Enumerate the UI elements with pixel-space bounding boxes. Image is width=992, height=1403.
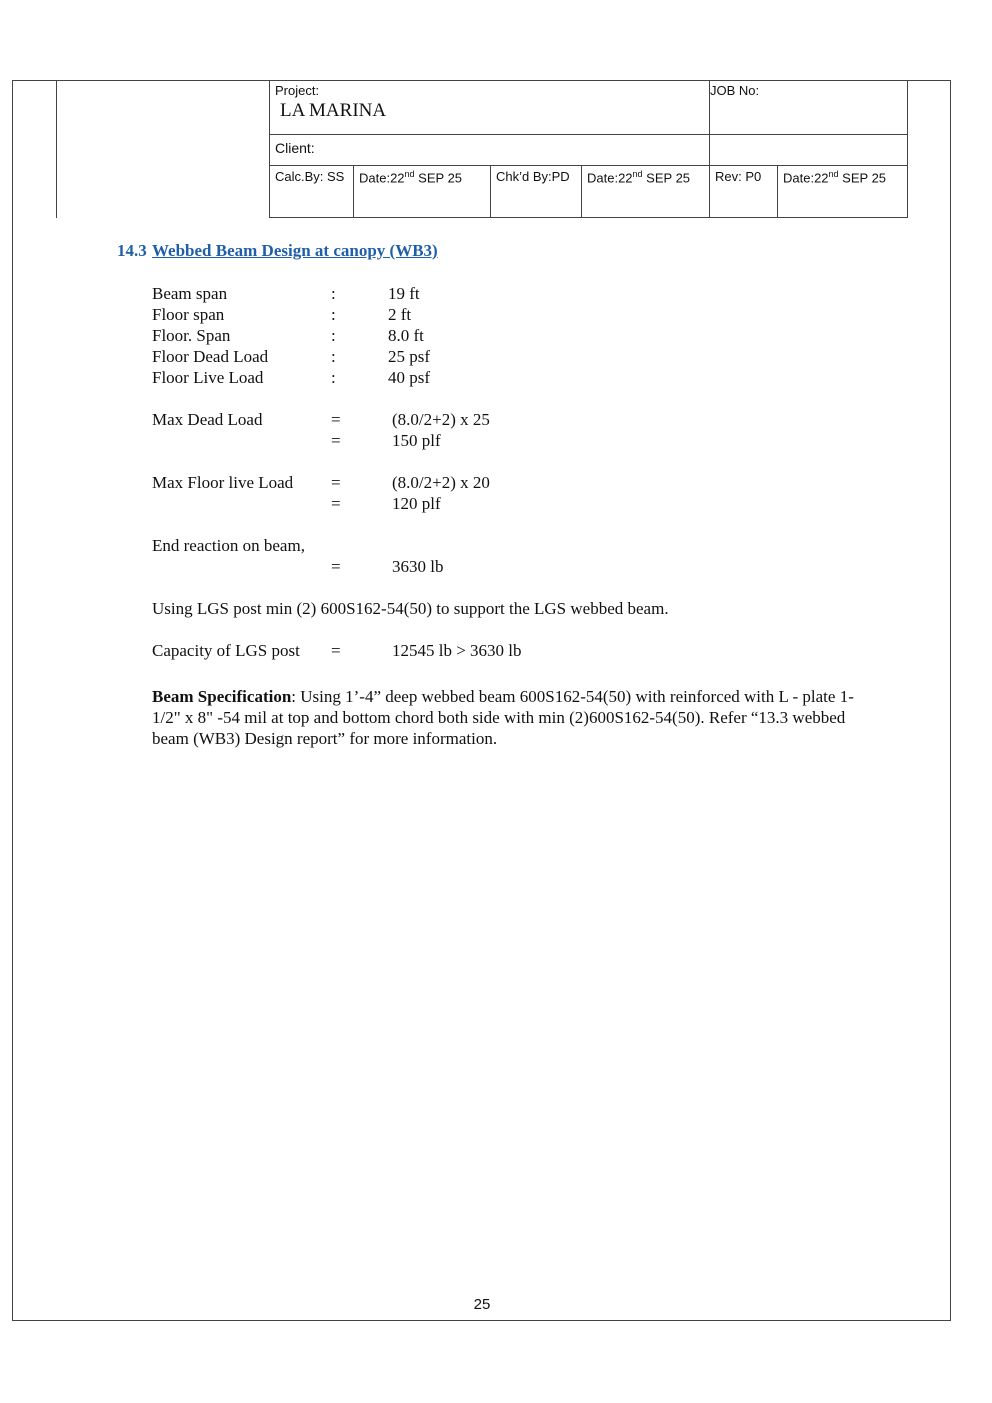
capacity-eq: = (331, 641, 341, 660)
reaction-eq: = (331, 557, 341, 576)
chkd-by-cell (491, 166, 582, 218)
section-heading (117, 241, 438, 261)
project-cell (270, 81, 710, 135)
dead-load-eq: = (331, 410, 341, 429)
date3-sup: nd (828, 169, 839, 179)
client-cell (270, 135, 710, 166)
capacity-value: 12545 lb > 3630 lb (392, 641, 522, 660)
dead-load-expr: (8.0/2+2) x 25 (392, 410, 490, 429)
capacity-label: Capacity of LGS post (152, 641, 300, 660)
live-load-expr: (8.0/2+2) x 20 (392, 473, 490, 492)
job-cell (710, 81, 908, 135)
job-label: JOB No: (710, 83, 760, 98)
date2-cell (582, 166, 710, 218)
date2-pre: Date:22 (587, 170, 633, 186)
rev-cell (710, 166, 778, 218)
date3-post: SEP 25 (838, 170, 887, 186)
client-value-cell (710, 135, 908, 166)
section-title: Webbed Beam Design at canopy (WB3) (152, 241, 438, 260)
date1-post: SEP 25 (414, 170, 463, 186)
param-value: 8.0 ft (388, 326, 424, 345)
date2-sup: nd (632, 169, 643, 179)
reaction-result: 3630 lb (392, 557, 444, 576)
param-value: 2 ft (388, 305, 412, 324)
date2-post: SEP 25 (642, 170, 691, 186)
live-load-label: Max Floor live Load (152, 473, 294, 492)
spec-bold: Beam Specification (152, 687, 292, 706)
date3-pre: Date:22 (783, 170, 829, 186)
title-block (269, 80, 908, 218)
project-label: Project: (275, 83, 320, 98)
left-margin-line (56, 80, 57, 218)
page-number: 25 (473, 1296, 491, 1313)
date3-cell (778, 166, 908, 218)
calc-by: Calc.By: SS (275, 169, 345, 184)
param-label: Floor Live Load (152, 368, 264, 387)
project-value: LA MARINA (280, 100, 387, 121)
live-load-eq: = (331, 473, 341, 492)
param-value: 19 ft (388, 284, 420, 303)
spec-text: : Using 1’-4” deep webbed beam 600S162-54(50) with reinforced with L - plate 1-1/2" x 8" -54 mil at top and bottom chord both side with min (2)600S162-54(50). Refer “13.3 webbed beam (WB3) Design report” for more information. (152, 687, 854, 748)
date1-cell (354, 166, 491, 218)
param-sep: : (331, 347, 336, 366)
param-label: Floor Dead Load (152, 347, 269, 366)
chkd-by: Chk’d By:PD (496, 169, 570, 184)
param-label: Floor. Span (152, 326, 231, 345)
rev: Rev: P0 (715, 169, 762, 184)
using-post-text: Using LGS post min (2) 600S162-54(50) to support the LGS webbed beam. (152, 599, 669, 618)
param-sep: : (331, 284, 336, 303)
param-sep: : (331, 305, 336, 324)
dead-load-label: Max Dead Load (152, 410, 263, 429)
dead-load-eq2: = (331, 431, 341, 450)
reaction-label: End reaction on beam, (152, 536, 305, 555)
param-label: Floor span (152, 305, 225, 324)
param-label: Beam span (152, 284, 228, 303)
live-load-eq2: = (331, 494, 341, 513)
date1-sup: nd (404, 169, 415, 179)
param-sep: : (331, 368, 336, 387)
section-number: 14.3 (117, 241, 147, 260)
client-label: Client: (275, 140, 315, 156)
param-value: 40 psf (388, 368, 431, 387)
calc-by-cell (270, 166, 354, 218)
beam-specification (152, 686, 862, 749)
date1-pre: Date:22 (359, 170, 405, 186)
dead-load-result: 150 plf (392, 431, 441, 450)
live-load-result: 120 plf (392, 494, 441, 513)
param-sep: : (331, 326, 336, 345)
param-value: 25 psf (388, 347, 431, 366)
